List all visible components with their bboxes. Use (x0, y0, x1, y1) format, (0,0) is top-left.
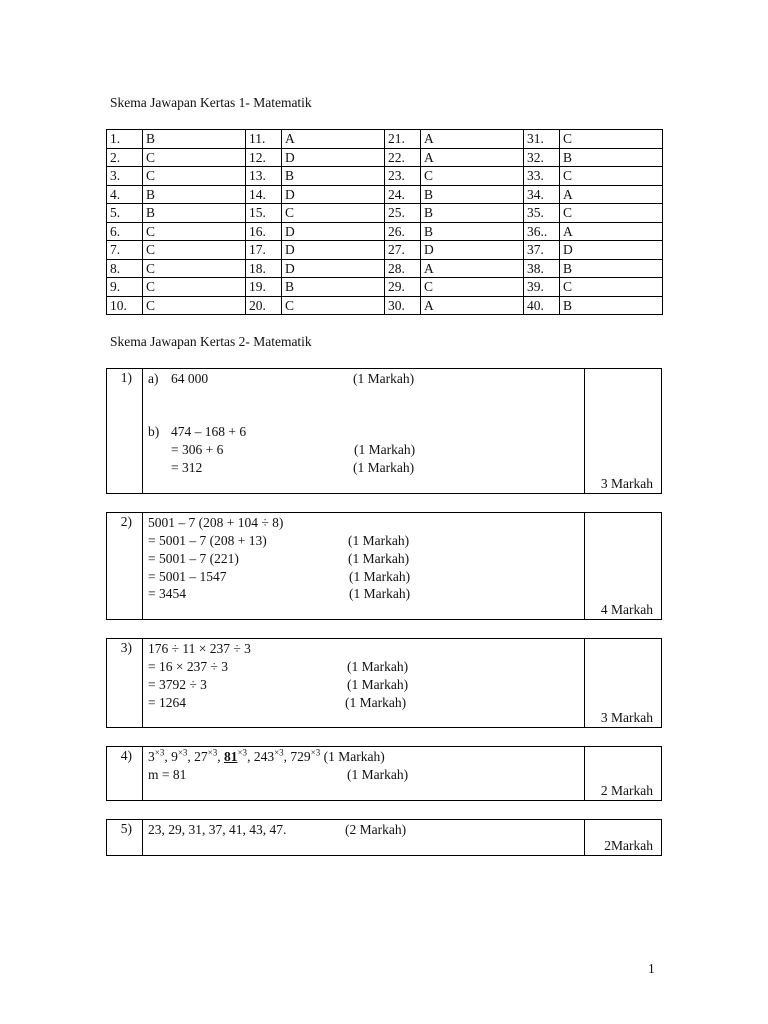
answer-row (107, 167, 663, 186)
answer-letter: A (421, 148, 524, 167)
working-line: = 1264 (148, 695, 186, 710)
question-number: 27. (385, 241, 421, 260)
answer-letter: C (143, 148, 246, 167)
answer-letter: D (282, 259, 385, 278)
total-marks: 3 Markah (600, 710, 653, 725)
question-number: 7. (107, 241, 143, 260)
working-line: 176 ÷ 11 × 237 ÷ 3 (148, 641, 251, 656)
question-number: 40. (524, 296, 560, 315)
question-number: 13. (246, 167, 282, 186)
mark: (2 Markah) (345, 822, 407, 837)
answer-letter: B (143, 185, 246, 204)
separator: , (187, 749, 195, 764)
mark: (1 Markah) (347, 767, 409, 782)
answer-letter: B (560, 148, 663, 167)
total-marks-cell (584, 513, 661, 619)
working-line: = 3792 ÷ 3 (148, 677, 207, 692)
question-2-box (106, 512, 662, 620)
question-number: 5) (107, 820, 143, 855)
paper1-answer-table (106, 129, 663, 315)
term: 3 (148, 749, 155, 764)
paper1-title: Skema Jawapan Kertas 1- Matematik (110, 95, 312, 110)
answer-letter: A (421, 130, 524, 149)
question-number: 21. (385, 130, 421, 149)
working-line: 474 – 168 + 6 (171, 424, 247, 439)
working-line: m = 81 (148, 767, 187, 782)
answer-letter: C (282, 296, 385, 315)
sequence-line (148, 748, 385, 766)
part-b-label: b) (148, 424, 160, 439)
answer-letter: B (143, 204, 246, 223)
question-3-box (106, 638, 662, 728)
answer-row (107, 130, 663, 149)
question-number: 15. (246, 204, 282, 223)
answer-row (107, 185, 663, 204)
question-number: 22. (385, 148, 421, 167)
term-operation: ×3 (177, 747, 188, 758)
answer-letter: C (560, 278, 663, 297)
question-number: 30. (385, 296, 421, 315)
question-number: 29. (385, 278, 421, 297)
question-number: 1. (107, 130, 143, 149)
mark: (1 Markah) (354, 442, 416, 457)
mark: (1 Markah) (348, 533, 410, 548)
total-marks: 2Markah (604, 838, 653, 853)
mark: (1 Markah) (349, 586, 411, 601)
separator: , (283, 749, 291, 764)
answer-row (107, 241, 663, 260)
answer-term: 81 (223, 749, 238, 764)
total-marks: 2 Markah (600, 783, 653, 798)
question-1-box (106, 368, 662, 494)
question-number: 19. (246, 278, 282, 297)
working-line: = 5001 – 7 (221) (148, 551, 239, 566)
question-number: 10. (107, 296, 143, 315)
total-marks-cell (584, 747, 661, 800)
question-number: 34. (524, 185, 560, 204)
question-4-box (106, 746, 662, 801)
question-number: 17. (246, 241, 282, 260)
mark: (1 Markah) (349, 569, 411, 584)
total-marks-cell (584, 820, 661, 855)
part-a-answer: 64 000 (171, 371, 209, 386)
answer-letter: C (143, 259, 246, 278)
term: 27 (194, 749, 208, 764)
answer-letter: C (421, 278, 524, 297)
answer-row (107, 296, 663, 315)
question-number: 4. (107, 185, 143, 204)
answer-letter: A (421, 296, 524, 315)
answer-letter: C (421, 167, 524, 186)
answer-letter: D (282, 148, 385, 167)
answer-letter: B (421, 185, 524, 204)
answer-letter: B (282, 167, 385, 186)
question-number: 3. (107, 167, 143, 186)
mark: (1 Markah) (345, 695, 407, 710)
term: 729 (290, 749, 311, 764)
term: 9 (171, 749, 178, 764)
question-number: 4) (107, 747, 143, 800)
term-operation: ×3 (154, 747, 165, 758)
question-number: 26. (385, 222, 421, 241)
answer-letter: A (282, 130, 385, 149)
answer-line: 23, 29, 31, 37, 41, 43, 47. (148, 822, 287, 837)
mark: (1 Markah) (347, 677, 409, 692)
answer-row (107, 204, 663, 223)
answer-letter: A (421, 259, 524, 278)
question-number: 2) (107, 513, 143, 619)
answer-letter: B (282, 278, 385, 297)
answer-row (107, 259, 663, 278)
answer-letter: C (143, 222, 246, 241)
answer-letter: D (421, 241, 524, 260)
total-marks: 3 Markah (600, 476, 653, 491)
question-number: 28. (385, 259, 421, 278)
working-line: = 5001 – 7 (208 + 13) (148, 533, 267, 548)
answer-row (107, 222, 663, 241)
answer-letter: C (143, 241, 246, 260)
answer-letter: C (282, 204, 385, 223)
answer-letter: C (560, 130, 663, 149)
working-line: = 5001 – 1547 (148, 569, 227, 584)
mark: (1 Markah) (347, 659, 409, 674)
question-number: 6. (107, 222, 143, 241)
answer-letter: C (143, 278, 246, 297)
mark: (1 Markah) (353, 371, 415, 386)
mark: (1 Markah) (323, 749, 385, 764)
question-number: 16. (246, 222, 282, 241)
separator: , (217, 749, 224, 764)
question-number: 36.. (524, 222, 560, 241)
working-line: = 3454 (148, 586, 186, 601)
question-number: 32. (524, 148, 560, 167)
answer-letter: D (282, 185, 385, 204)
working-line: = 16 × 237 ÷ 3 (148, 659, 229, 674)
term: 243 (253, 749, 275, 764)
term-operation: ×3 (207, 747, 218, 758)
answer-letter: A (560, 222, 663, 241)
question-number: 5. (107, 204, 143, 223)
question-number: 8. (107, 259, 143, 278)
separator: , (164, 749, 172, 764)
term-operation: ×3 (237, 747, 248, 758)
mark: (1 Markah) (353, 460, 415, 475)
page-number: 1 (648, 961, 655, 976)
question-number: 31. (524, 130, 560, 149)
total-marks: 4 Markah (600, 602, 653, 617)
question-number: 18. (246, 259, 282, 278)
question-number: 25. (385, 204, 421, 223)
question-number: 9. (107, 278, 143, 297)
question-number: 2. (107, 148, 143, 167)
question-number: 14. (246, 185, 282, 204)
question-number: 35. (524, 204, 560, 223)
question-number: 33. (524, 167, 560, 186)
term-operation: ×3 (310, 747, 321, 758)
answer-letter: B (143, 130, 246, 149)
total-marks-cell (584, 639, 661, 727)
question-number: 37. (524, 241, 560, 260)
answer-row (107, 148, 663, 167)
answer-letter: D (282, 241, 385, 260)
answer-letter: C (560, 204, 663, 223)
answer-row (107, 278, 663, 297)
answer-letter: D (560, 241, 663, 260)
working-line: 5001 – 7 (208 + 104 ÷ 8) (148, 515, 284, 530)
question-number: 11. (246, 130, 282, 149)
working-line: = 312 (171, 460, 203, 475)
paper2-title: Skema Jawapan Kertas 2- Matematik (110, 334, 312, 349)
question-number: 23. (385, 167, 421, 186)
answer-letter: D (282, 222, 385, 241)
answer-letter: C (560, 167, 663, 186)
question-number: 1) (107, 369, 143, 493)
question-number: 24. (385, 185, 421, 204)
question-number: 38. (524, 259, 560, 278)
term-operation: ×3 (274, 747, 284, 758)
answer-letter: A (560, 185, 663, 204)
question-number: 39. (524, 278, 560, 297)
answer-letter: C (143, 296, 246, 315)
question-number: 3) (107, 639, 143, 727)
question-number: 20. (246, 296, 282, 315)
separator: , (247, 749, 254, 764)
part-a-label: a) (148, 371, 159, 386)
question-5-box (106, 819, 662, 856)
answer-letter: B (421, 222, 524, 241)
answer-letter: B (560, 296, 663, 315)
total-marks-cell (584, 369, 661, 493)
answer-letter: B (560, 259, 663, 278)
question-number: 12. (246, 148, 282, 167)
working-line: = 306 + 6 (171, 442, 224, 457)
answer-letter: B (421, 204, 524, 223)
answer-letter: C (143, 167, 246, 186)
mark: (1 Markah) (348, 551, 410, 566)
